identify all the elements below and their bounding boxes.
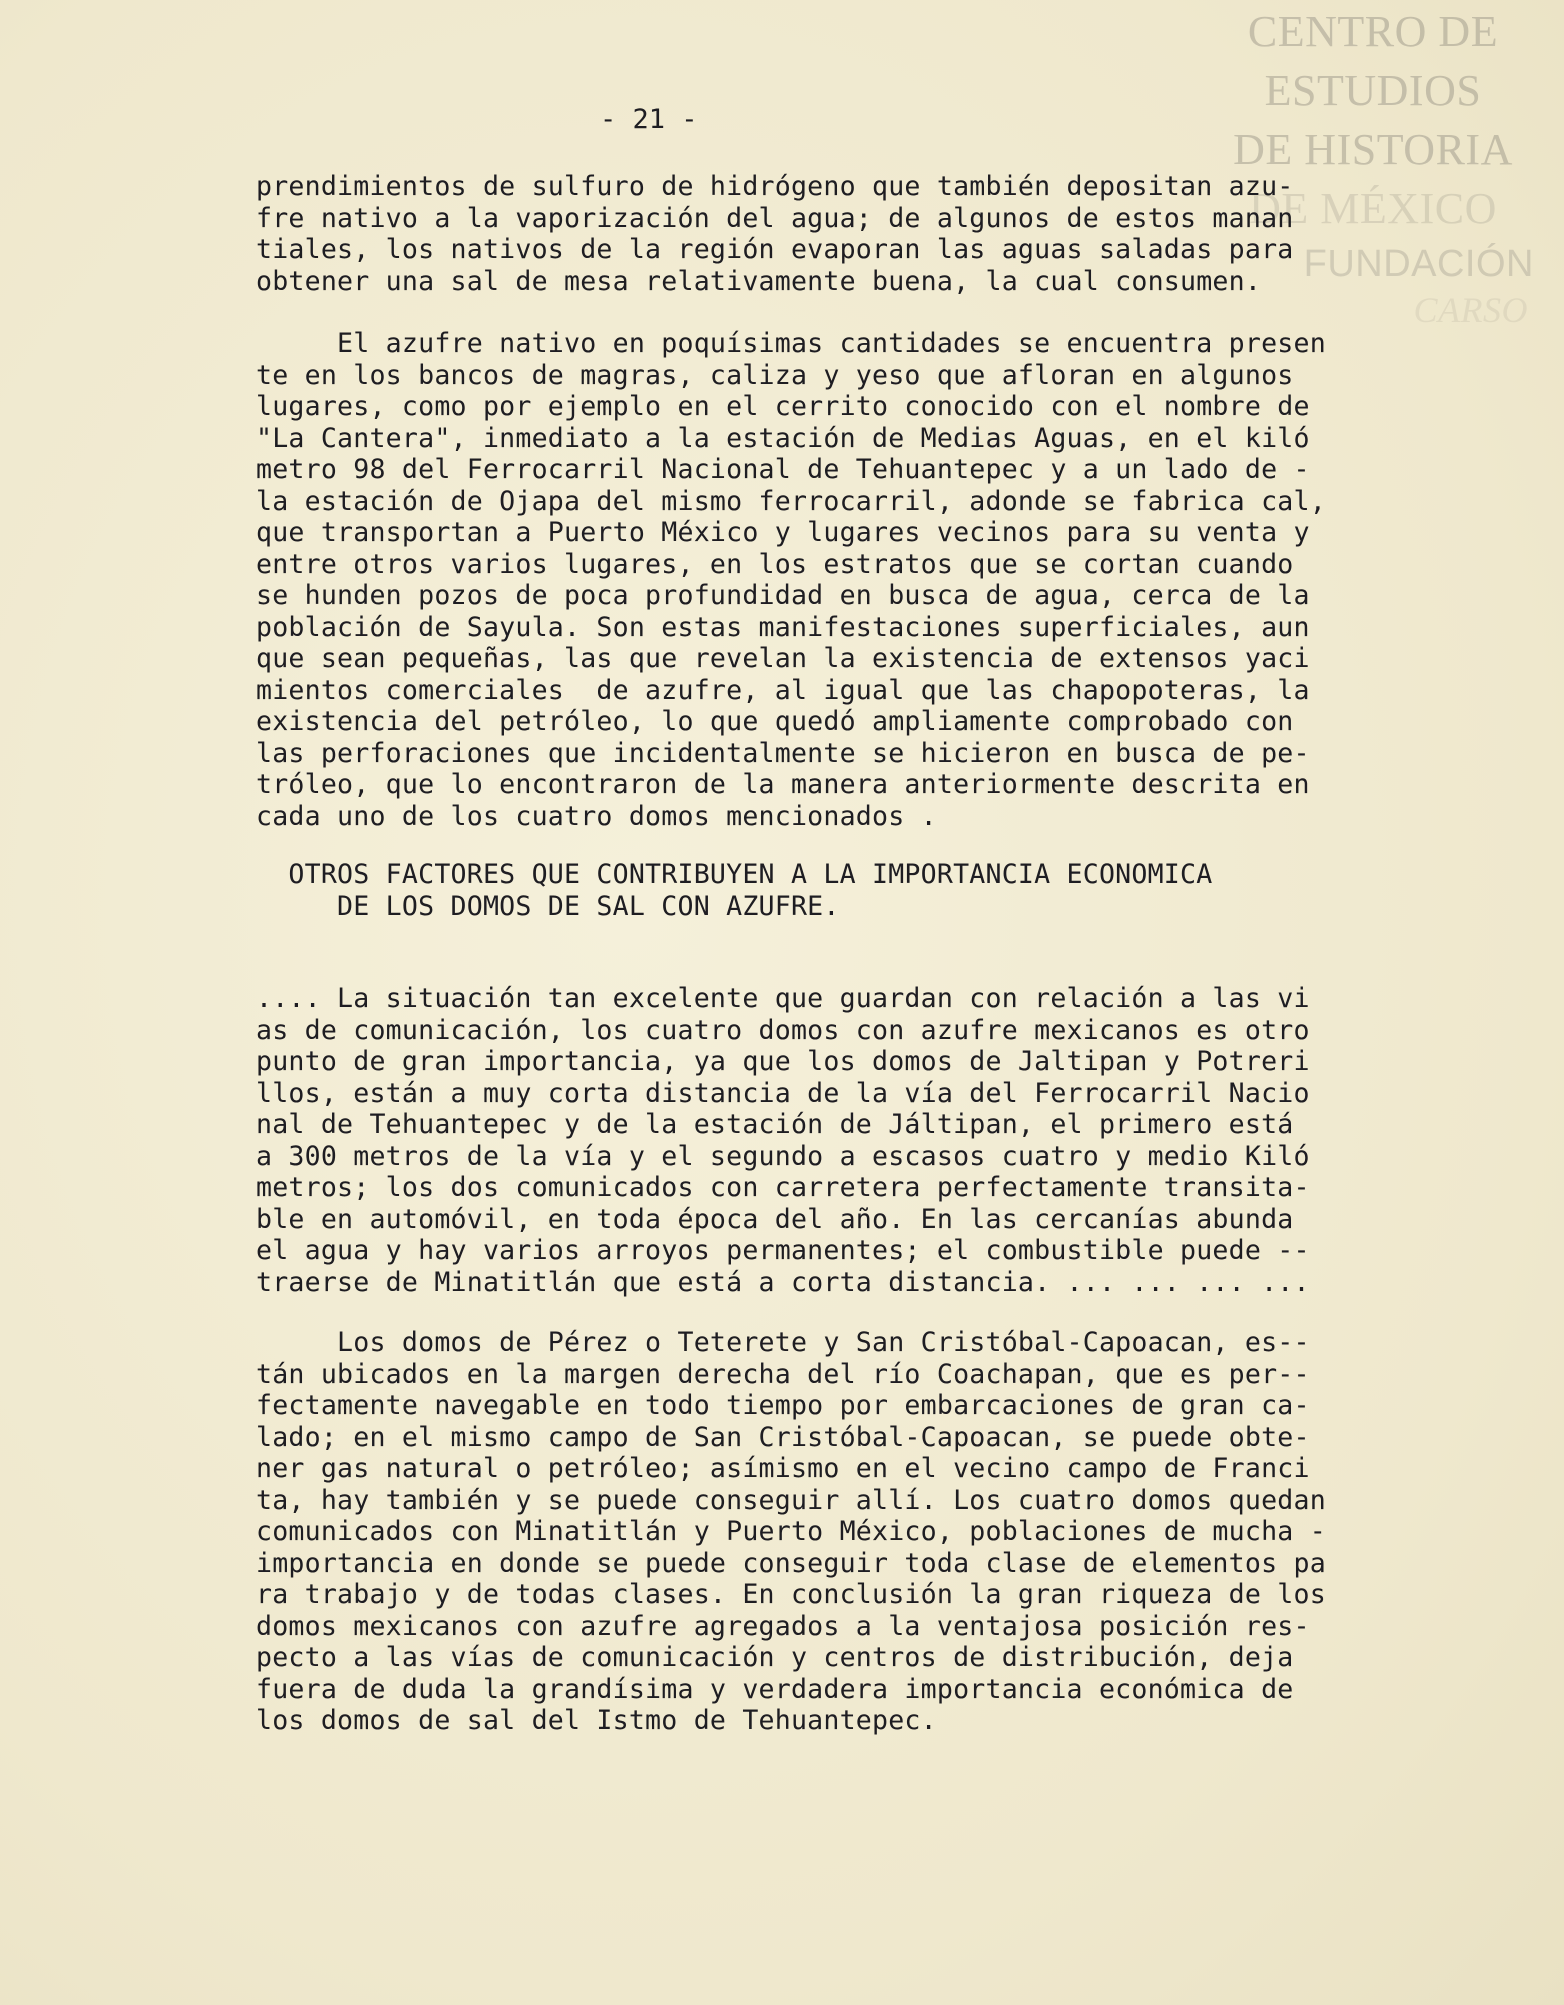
text-line: metros; los dos comunicados con carretera perfectamente transita- xyxy=(256,1172,1310,1203)
text-line: metro 98 del Ferrocarril Nacional de Tehuantepec y a un lado de - xyxy=(256,454,1310,485)
text-line: que sean pequeñas, las que revelan la existencia de extensos yaci xyxy=(256,643,1310,674)
text-line: ra trabajo y de todas clases. En conclusión la gran riqueza de los xyxy=(256,1579,1326,1610)
text-line: fectamente navegable en todo tiempo por embarcaciones de gran ca- xyxy=(256,1390,1310,1421)
text-line: se hunden pozos de poca profundidad en busca de agua, cerca de la xyxy=(256,580,1310,611)
text-line: las perforaciones que incidentalmente se hicieron en busca de pe- xyxy=(256,737,1310,769)
text-line: ner gas natural o petróleo; asímismo en el vecino campo de Franci xyxy=(256,1453,1310,1484)
section-heading xyxy=(256,859,1212,922)
text-line: importancia en donde se puede conseguir toda clase de elementos pa xyxy=(256,1547,1326,1579)
text-line: .... La situación tan excelente que guardan con relación a las vi xyxy=(256,983,1310,1014)
paragraph xyxy=(256,983,1310,1298)
text-line: que transportan a Puerto México y lugares vecinos para su venta y xyxy=(256,517,1310,548)
text-line: El azufre nativo en poquísimas cantidades se encuentra presen xyxy=(256,328,1326,359)
text-line: te en los bancos de magras, caliza y yeso que afloran en algunos xyxy=(256,359,1294,391)
paragraph xyxy=(256,1327,1326,1737)
text-line: domos mexicanos con azufre agregados a la ventajosa posición res- xyxy=(256,1610,1310,1642)
text-line: obtener una sal de mesa relativamente buena, la cual consumen. xyxy=(256,265,1262,297)
text-line: pecto a las vías de comunicación y centros de distribución, deja xyxy=(256,1642,1294,1673)
text-line: as de comunicación, los cuatro domos con azufre mexicanos es otro xyxy=(256,1014,1310,1046)
paragraph xyxy=(256,171,1294,297)
text-line: nal de Tehuantepec y de la estación de Jáltipan, el primero está xyxy=(256,1109,1294,1140)
text-line: tróleo, que lo encontraron de la manera anteriormente descrita en xyxy=(256,769,1310,800)
watermark-line: DE HISTORIA xyxy=(1233,125,1513,174)
text-line: prendimientos de sulfuro de hidrógeno que también depositan azu- xyxy=(256,171,1294,202)
text-line: existencia del petróleo, lo que quedó ampliamente comprobado con xyxy=(256,706,1294,737)
text-line: los domos de sal del Istmo de Tehuantepec. xyxy=(256,1705,937,1736)
text-line: tiales, los nativos de la región evaporan las aguas saladas para xyxy=(256,234,1294,265)
text-line: lugares, como por ejemplo en el cerrito conocido con el nombre de xyxy=(256,391,1310,422)
text-line: mientos comerciales de azufre, al igual que las chapopoteras, la xyxy=(256,674,1310,706)
watermark-faint-line: FUNDACIÓN xyxy=(1303,243,1534,285)
text-line: fre nativo a la vaporización del agua; de algunos de estos manan xyxy=(256,202,1294,234)
text-line: a 300 metros de la vía y el segundo a escasos cuatro y medio Kiló xyxy=(256,1140,1310,1172)
watermark-line: CENTRO DE xyxy=(1247,7,1499,56)
text-line: entre otros varios lugares, en los estratos que se cortan cuando xyxy=(256,548,1294,580)
text-line: traerse de Minatitlán que está a corta distancia. ... ... ... ... xyxy=(256,1266,1310,1298)
text-line: la estación de Ojapa del mismo ferrocarril, adonde se fabrica cal, xyxy=(256,485,1326,517)
text-line: "La Cantera", inmediato a la estación de Medias Aguas, en el kiló xyxy=(256,422,1310,454)
text-line: el agua y hay varios arroyos permanentes; el combustible puede -- xyxy=(256,1235,1310,1266)
heading-line: OTROS FACTORES QUE CONTRIBUYEN A LA IMPORTANCIA ECONOMICA xyxy=(256,859,1213,890)
text-line: cada uno de los cuatro domos mencionados . xyxy=(256,800,937,832)
page-number: - 21 - xyxy=(600,104,698,135)
paragraph xyxy=(256,328,1326,832)
text-line: Los domos de Pérez o Teterete y San Cristóbal-Capoacan, es-- xyxy=(256,1327,1310,1358)
text-line: población de Sayula. Son estas manifestaciones superficiales, aun xyxy=(256,611,1310,643)
text-line: comunicados con Minatitlán y Puerto México, poblaciones de mucha - xyxy=(256,1516,1326,1547)
heading-line: DE LOS DOMOS DE SAL CON AZUFRE. xyxy=(256,890,840,922)
text-line: fuera de duda la grandísima y verdadera importancia económica de xyxy=(256,1673,1294,1705)
text-line: lado; en el mismo campo de San Cristóbal-Capoacan, se puede obte- xyxy=(256,1421,1310,1453)
text-line: llos, están a muy corta distancia de la vía del Ferrocarril Nacio xyxy=(256,1077,1310,1109)
text-line: tán ubicados en la margen derecha del río Coachapan, que es per-- xyxy=(256,1358,1310,1390)
watermark-line: CARSO xyxy=(1413,290,1528,330)
text-line: ble en automóvil, en toda época del año. En las cercanías abunda xyxy=(256,1203,1294,1235)
watermark-line: ESTUDIOS xyxy=(1264,66,1482,115)
text-line: ta, hay también y se puede conseguir allí. Los cuatro domos quedan xyxy=(256,1484,1326,1516)
watermark-line: DE MÉXICO xyxy=(1249,184,1497,233)
text-line: punto de gran importancia, ya que los domos de Jaltipan y Potreri xyxy=(256,1046,1310,1077)
